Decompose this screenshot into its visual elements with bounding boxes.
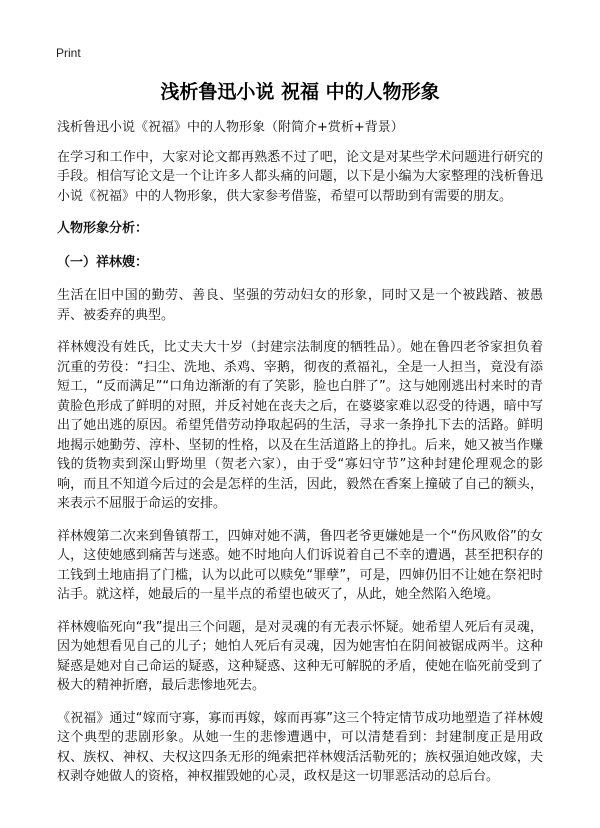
document-body bbox=[57, 118, 543, 800]
print-label: Print bbox=[56, 46, 81, 60]
body-paragraph: 生活在旧中国的勤劳、善良、坚强的劳动妇女的形象，同时又是一个被践踏、被愚弄、被委弃的典型。 bbox=[57, 288, 543, 323]
body-paragraph: 祥林嫂临死向“我”提出三个问题，是对灵魂的有无表示怀疑。她希望人死后有灵魂，因为她想看见自己的儿子；她怕人死后有灵魂，因为她害怕在阴间被锯成两半。这种疑惑是她对自己命运的疑惑，这种疑惑、这种无可解脱的矛盾，使她在临死前受到了极大的精神折磨，最后悲惨地死去。 bbox=[57, 619, 543, 693]
body-paragraph: 祥林嫂没有姓氏，比丈夫大十岁（封建宗法制度的牺牲品）。她在鲁四老爷家担负着沉重的劳役：“扫尘、洗地、杀鸡、宰鹅，彻夜的煮福礼，全是一人担当，竟没有添短工，“反而满足”“口角边渐渐的有了笑影，脸也白胖了”。这与她刚逃出村来时的青黄脸色形成了鲜明的对照，并反衬她在丧夫之后，在婆婆家难以忍受的待遇，暗中写出了她出逃的原因。希望凭借劳动挣取起码的生活，寻求一条挣扎下去的活路。鲜明地揭示她勤劳、淳朴、坚韧的性格，以及在生活道路上的挣扎。后来，她又被当作赚钱的货物卖到深山野坳里（贺老六家），由于受“寡妇守节”这种封建伦理观念的影响，而且不知道今后过的会是怎样的生活，因此，毅然在香案上撞破了自己的额头，来表示不屈服于命运的安排。 bbox=[57, 340, 543, 511]
subsection-heading: （一）祥林嫂： bbox=[57, 254, 149, 270]
document-subtitle: 浅析鲁迅小说《祝福》中的人物形象（附简介+赏析+背景） bbox=[57, 120, 404, 135]
intro-paragraph: 在学习和工作中，大家对论文都再熟悉不过了吧，论文是对某些学术问题进行研究的手段。相信写论文是一个让许多人都头痛的问题，以下是小编为大家整理的浅析鲁迅小说《祝福》中的人物形象，供大家参考借鉴，希望可以帮助到有需要的朋友。 bbox=[57, 149, 543, 204]
body-paragraph: 《祝福》通过“嫁而守寡，寡而再嫁，嫁而再寡”这三个特定情节成功地塑造了祥林嫂这个典型的悲剧形象。从她一生的悲惨遭遇中，可以清楚看到：封建制度正是用政权、族权、神权、夫权这四条无形的绳索把祥林嫂活活勒死的；族权强迫她改嫁，夫权剥夺她做人的资格，神权摧毁她的心灵，政权是这一切罪恶活动的总后台。 bbox=[57, 710, 543, 784]
document-title: 浅析鲁迅小说 祝福 中的人物形象 bbox=[160, 81, 440, 103]
body-paragraph: 祥林嫂第二次来到鲁镇帮工，四婶对她不满，鲁四老爷更嫌她是一个“伤风败俗”的女人，这使她感到痛苦与迷惑。她不时地向人们诉说着自己不幸的遭遇，甚至把积存的工钱到土地庙捐了门槛，认为以此可以赎免“罪孽”，可是，四婶仍旧不让她在祭祀时沾手。就这样，她最后的一星半点的希望也破灭了，从此，她全然陷入绝境。 bbox=[57, 528, 543, 602]
section-heading: 人物形象分析： bbox=[57, 221, 149, 236]
